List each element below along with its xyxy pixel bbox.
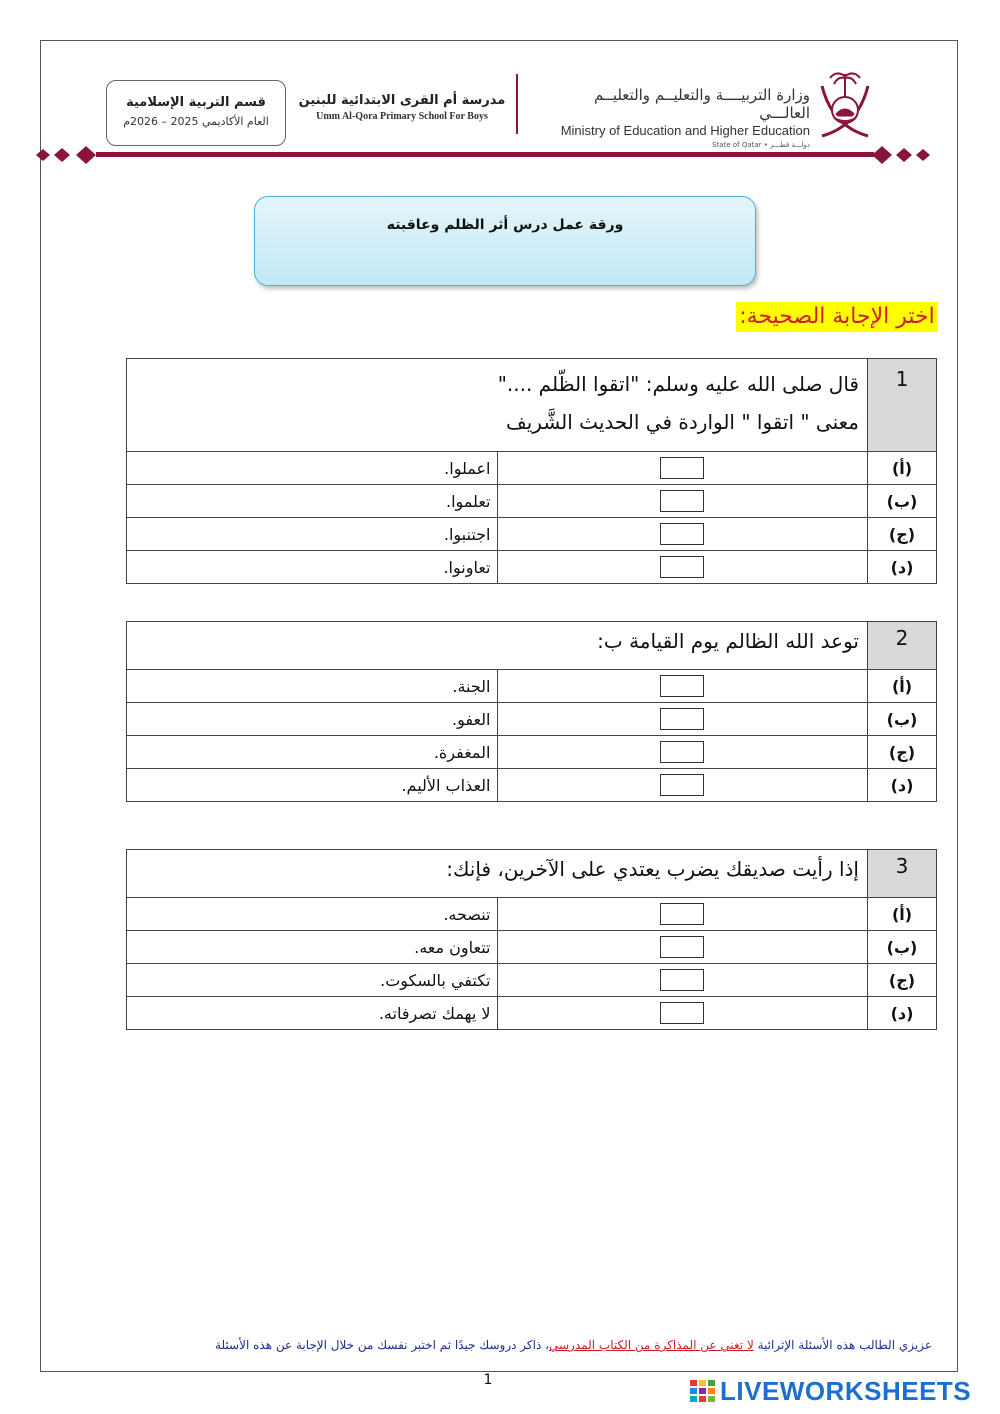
question-table-2 [126,621,937,802]
option-text: اعملوا. [127,452,498,485]
question-line: إذا رأيت صديقك يضرب يعتدي على الآخرين، فإنك: [446,857,859,881]
school-name-ar: مدرسة أم القرى الابتدائية للبنين [298,93,506,108]
header-divider [516,74,518,134]
ministry-name-ar: وزارة التربيــــة والتعليــم والتعليــم العالـــي [594,86,810,122]
liveworksheets-text: LIVEWORKSHEETS [720,1376,972,1406]
header-band [104,152,874,157]
footer-note-end: ، ذاكر دروسك جيدًا ثم اختبر نفسك من خلال الإجابة عن هذه الأسئلة [215,1338,549,1352]
option-text: العذاب الأليم. [127,769,498,802]
academic-year: العام الأكاديمي 2025 – 2026م [123,115,269,128]
answer-checkbox[interactable] [660,936,704,958]
option-box-cell [497,931,868,964]
school-name-en: Umm Al-Qora Primary School For Boys [316,111,488,122]
liveworksheets-logo[interactable] [690,1376,990,1406]
option-letter: (ب) [868,703,937,736]
option-text: المغفرة. [127,736,498,769]
option-box-cell [497,670,868,703]
answer-checkbox[interactable] [660,523,704,545]
question-text [127,359,868,452]
option-text: تعاونوا. [127,551,498,584]
option-text: تعلموا. [127,485,498,518]
ministry-block [548,86,810,150]
option-letter: (ج) [868,964,937,997]
option-text: تكتفي بالسكوت. [127,964,498,997]
option-box-cell [497,485,868,518]
question-table-3 [126,849,937,1030]
answer-checkbox[interactable] [660,708,704,730]
question-table-1 [126,358,937,584]
answer-checkbox[interactable] [660,675,704,697]
diamond-ornament-left-icon [34,146,114,164]
option-letter: (ج) [868,518,937,551]
diamond-ornament-right-icon [866,146,946,164]
question-text [127,850,868,898]
option-letter: (د) [868,551,937,584]
option-box-cell [497,997,868,1030]
option-text: الجنة. [127,670,498,703]
option-box-cell [497,703,868,736]
option-letter: (ج) [868,736,937,769]
footer-note-underlined: لا تغني عن المذاكرة من الكتاب المدرسي [549,1338,754,1352]
footer-note-start: عزيزي الطالب هذه الأسئلة الإثرائية [757,1338,932,1352]
answer-checkbox[interactable] [660,457,704,479]
question-text [127,622,868,670]
option-box-cell [497,964,868,997]
answer-checkbox[interactable] [660,774,704,796]
ministry-name-en: Ministry of Education and Higher Education [560,123,810,138]
option-text: لا يهمك تصرفاته. [127,997,498,1030]
answer-checkbox[interactable] [660,969,704,991]
option-text: تنصحه. [127,898,498,931]
department-title: قسم التربية الإسلامية [126,95,266,110]
option-letter: (ب) [868,485,937,518]
option-letter: (ب) [868,931,937,964]
liveworksheets-grid-icon [690,1380,716,1402]
option-letter: (د) [868,769,937,802]
answer-checkbox[interactable] [660,903,704,925]
option-box-cell [497,518,868,551]
option-box-cell [497,769,868,802]
question-number: 2 [868,622,937,670]
option-box-cell [497,736,868,769]
option-box-cell [497,551,868,584]
option-letter: (أ) [868,898,937,931]
footer-note [44,1338,932,1352]
question-number: 3 [868,850,937,898]
option-letter: (د) [868,997,937,1030]
option-box-cell [497,898,868,931]
option-letter: (أ) [868,452,937,485]
question-number: 1 [868,359,937,452]
option-text: اجتنبوا. [127,518,498,551]
answer-checkbox[interactable] [660,556,704,578]
answer-checkbox[interactable] [660,490,704,512]
worksheet-title-box [254,196,756,286]
school-block [296,92,508,124]
option-text: العفو. [127,703,498,736]
page-number: 1 [483,1372,493,1388]
department-box [106,80,286,146]
option-box-cell [497,452,868,485]
worksheet-title: ورقة عمل درس أثر الظلم وعاقبته [386,217,624,233]
instruction-label: اختر الإجابة الصحيحة: [736,302,938,332]
question-line: معنى " اتقوا " الواردة في الحديث الشَّريف [506,410,859,434]
state-line: State of Qatar • دولـــة قطـــر [712,141,810,149]
answer-checkbox[interactable] [660,741,704,763]
option-letter: (أ) [868,670,937,703]
option-text: تتعاون معه. [127,931,498,964]
qatar-emblem-icon [812,66,878,142]
question-line: توعد الله الظالم يوم القيامة ب: [597,629,859,653]
question-line: قال صلى الله عليه وسلم: "اتقوا الظّلم ...." [497,372,859,396]
answer-checkbox[interactable] [660,1002,704,1024]
